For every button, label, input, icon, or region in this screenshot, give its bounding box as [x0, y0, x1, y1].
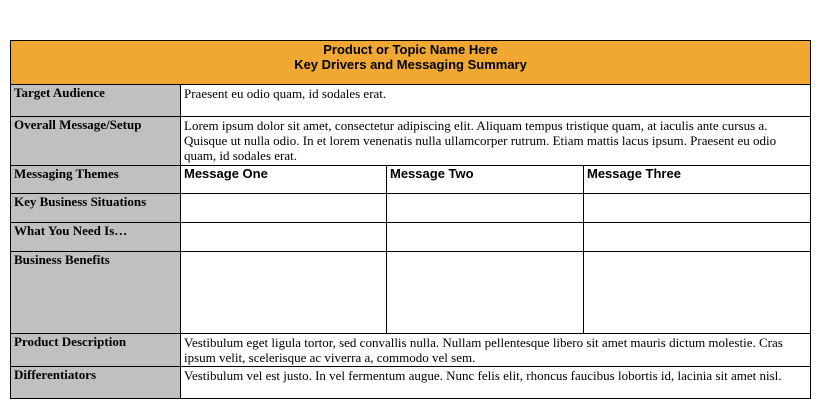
row-product-description	[11, 334, 811, 367]
column-header-message-two: Message Two	[387, 166, 584, 194]
row-label: Business Benefits	[11, 252, 181, 334]
row-target-audience	[11, 85, 811, 117]
overall-message-text: Lorem ipsum dolor sit amet, consectetur adipiscing elit. Aliquam tempus tristique quam, at iaculis ante cursus a. Quisque ut nulla odio. In et lorem venenatis nulla ullamcorper rutrum. Etiam mattis lacus ipsum. Praesent eu odio quam, id sodales erat.	[181, 117, 811, 166]
product-description-text: Vestibulum eget ligula tortor, sed convallis nulla. Nullam pellentesque libero sit amet mauris dictum molestie. Cras ipsum velit, scelerisque ac viverra a, commodo vel sem.	[181, 334, 811, 367]
table-title	[11, 41, 811, 85]
table-header-row	[11, 41, 811, 85]
row-label: Differentiators	[11, 367, 181, 399]
row-label: Target Audience	[11, 85, 181, 117]
row-label: What You Need Is…	[11, 223, 181, 252]
row-what-you-need	[11, 223, 811, 252]
table-cell-empty	[584, 223, 811, 252]
column-header-message-one: Message One	[181, 166, 387, 194]
row-label: Product Description	[11, 334, 181, 367]
title-line-1: Product or Topic Name Here	[323, 42, 498, 57]
messaging-summary-table	[10, 40, 811, 399]
differentiators-text: Vestibulum vel est justo. In vel fermentum augue. Nunc felis elit, rhoncus faucibus lobortis id, lacinia sit amet nisl.	[181, 367, 811, 399]
target-audience-text: Praesent eu odio quam, id sodales erat.	[181, 85, 811, 117]
table-cell-empty	[387, 223, 584, 252]
row-label: Key Business Situations	[11, 194, 181, 223]
top-margin	[0, 0, 820, 40]
row-overall-message	[11, 117, 811, 166]
table-cell-empty	[584, 252, 811, 334]
row-label: Messaging Themes	[11, 166, 181, 194]
title-line-2: Key Drivers and Messaging Summary	[294, 57, 527, 72]
row-business-benefits	[11, 252, 811, 334]
row-label: Overall Message/Setup	[11, 117, 181, 166]
row-key-business-situations	[11, 194, 811, 223]
table-cell-empty	[387, 252, 584, 334]
column-header-message-three: Message Three	[584, 166, 811, 194]
table-cell-empty	[181, 194, 387, 223]
row-messaging-themes	[11, 166, 811, 194]
table-cell-empty	[584, 194, 811, 223]
table-cell-empty	[181, 223, 387, 252]
row-differentiators	[11, 367, 811, 399]
table-cell-empty	[181, 252, 387, 334]
table-cell-empty	[387, 194, 584, 223]
